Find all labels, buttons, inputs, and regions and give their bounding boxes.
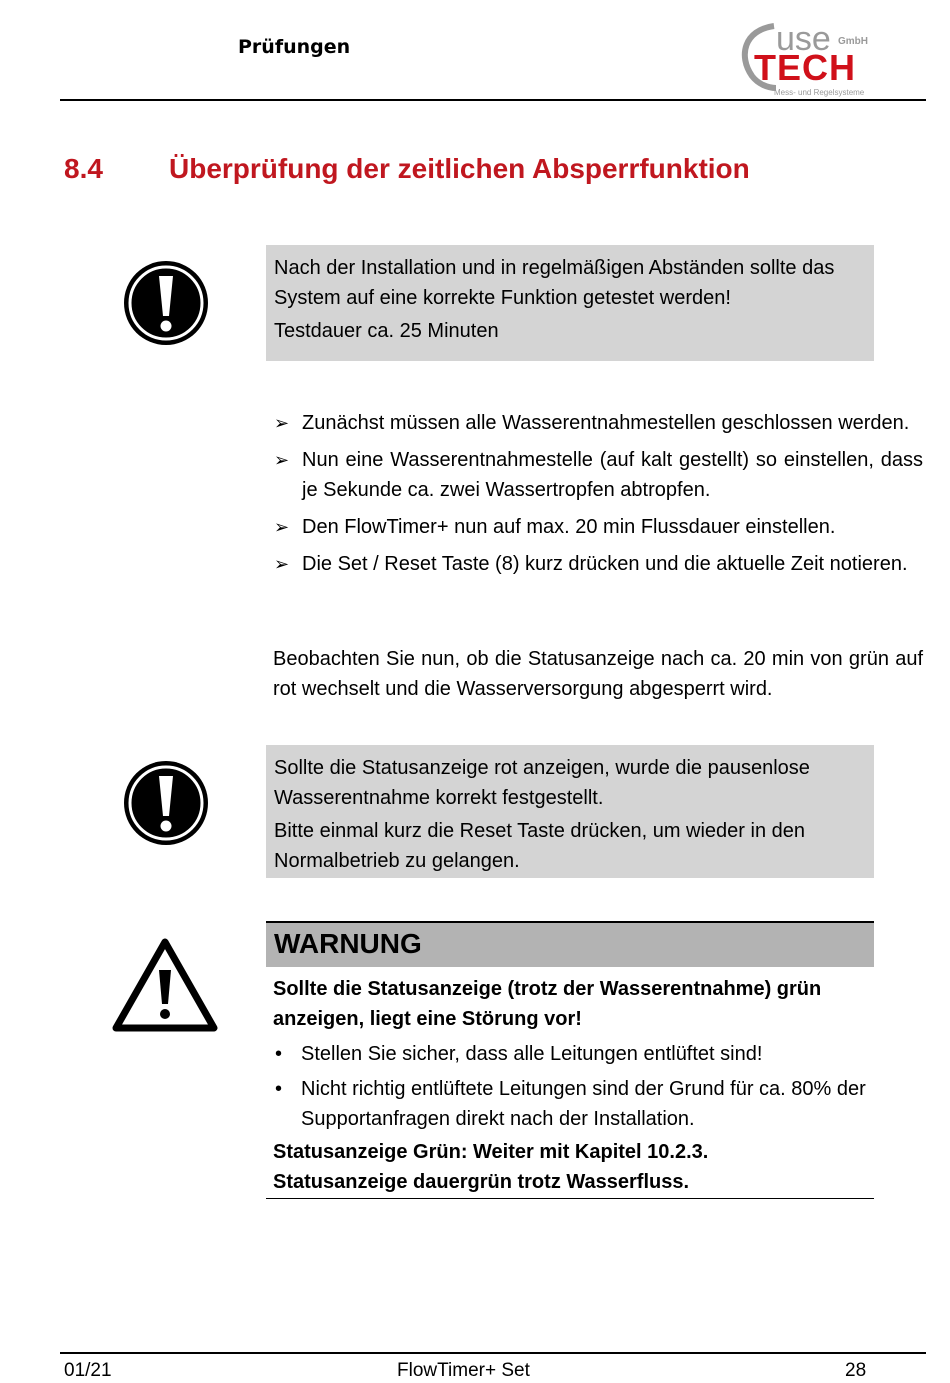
footer-date: 01/21 [64,1360,112,1381]
section-title: Überprüfung der zeitlichen Absperrfunktion [169,153,750,184]
note-text: Bitte einmal kurz die Reset Taste drücken, um wieder in den Normalbetrieb zu gelangen. [274,820,806,872]
list-item [273,408,923,438]
list-item [273,549,923,579]
info-note-box [266,245,874,361]
warning-triangle-icon [110,936,220,1034]
list-item [273,1039,873,1069]
warning-footer [273,1137,873,1197]
page-header-title: Prüfungen [238,36,351,58]
logo-tagline: Mess- und Regelsysteme [774,88,865,97]
logo-text-gmbh: GmbH [838,36,868,47]
warning-bottom-rule [266,1198,874,1199]
footer-product: FlowTimer+ Set [397,1360,530,1381]
arrow-bullet-icon: ➢ [274,554,290,574]
header-rule [60,99,926,101]
step-text: Die Set / Reset Taste (8) kurz drücken und die aktuelle Zeit notieren. [302,553,908,575]
bullet-dot-icon: • [275,1078,283,1100]
observation-paragraph: Beobachten Sie nun, ob die Statusanzeige nach ca. 20 min von grün auf rot wechselt und die Wasserversorgung abgesperrt wird. [273,648,923,700]
warning-header [266,923,874,967]
note-text: Testdauer ca. 25 Minuten [274,320,499,342]
arrow-bullet-icon: ➢ [274,450,290,470]
step-text: Den FlowTimer+ nun auf max. 20 min Flussdauer einstellen. [302,516,836,538]
note-text: Nach der Installation und in regelmäßigen Abständen sollte das System auf eine korrekte Funktion getestet werden! [274,257,835,309]
warning-list [273,1039,873,1139]
step-text: Nun eine Wasserentnahmestelle (auf kalt gestellt) so einstellen, dass je Sekunde ca. zwei Wassertropfen abtropfen. [302,449,923,501]
list-item [273,1074,873,1134]
company-logo [736,16,876,100]
list-item [273,512,923,542]
footer-rule [60,1352,926,1354]
logo-text-use: use [776,20,831,58]
warning-item-text: Stellen Sie sicher, dass alle Leitungen entlüftet sind! [301,1043,763,1065]
warning-bold-text: Sollte die Statusanzeige (trotz der Wasserentnahme) grün anzeigen, liegt eine Störung vor! [273,978,822,1030]
list-item [273,445,923,505]
warning-item-text: Nicht richtig entlüftete Leitungen sind der Grund für ca. 80% der Supportanfragen direkt nach der Installation. [301,1078,866,1130]
warning-title: WARNUNG [274,928,422,959]
arrow-bullet-icon: ➢ [274,413,290,433]
section-number: 8.4 [64,153,103,184]
info-note-box [266,745,874,878]
page-number: 28 [845,1360,867,1381]
warning-footer-line: Statusanzeige Grün: Weiter mit Kapitel 10.2.3. [273,1141,709,1163]
exclamation-circle-icon [121,758,211,848]
step-text: Zunächst müssen alle Wasserentnahmestellen geschlossen werden. [302,412,910,434]
bullet-dot-icon: • [275,1043,283,1065]
exclamation-circle-icon [121,258,211,348]
warning-footer-line: Statusanzeige dauergrün trotz Wasserfluss. [273,1171,690,1193]
note-text: Sollte die Statusanzeige rot anzeigen, wurde die pausenlose Wasserentnahme korrekt festgestellt. [274,757,810,809]
test-steps-list [273,408,923,586]
arrow-bullet-icon: ➢ [274,517,290,537]
logo-text-tech: TECH [754,47,856,88]
